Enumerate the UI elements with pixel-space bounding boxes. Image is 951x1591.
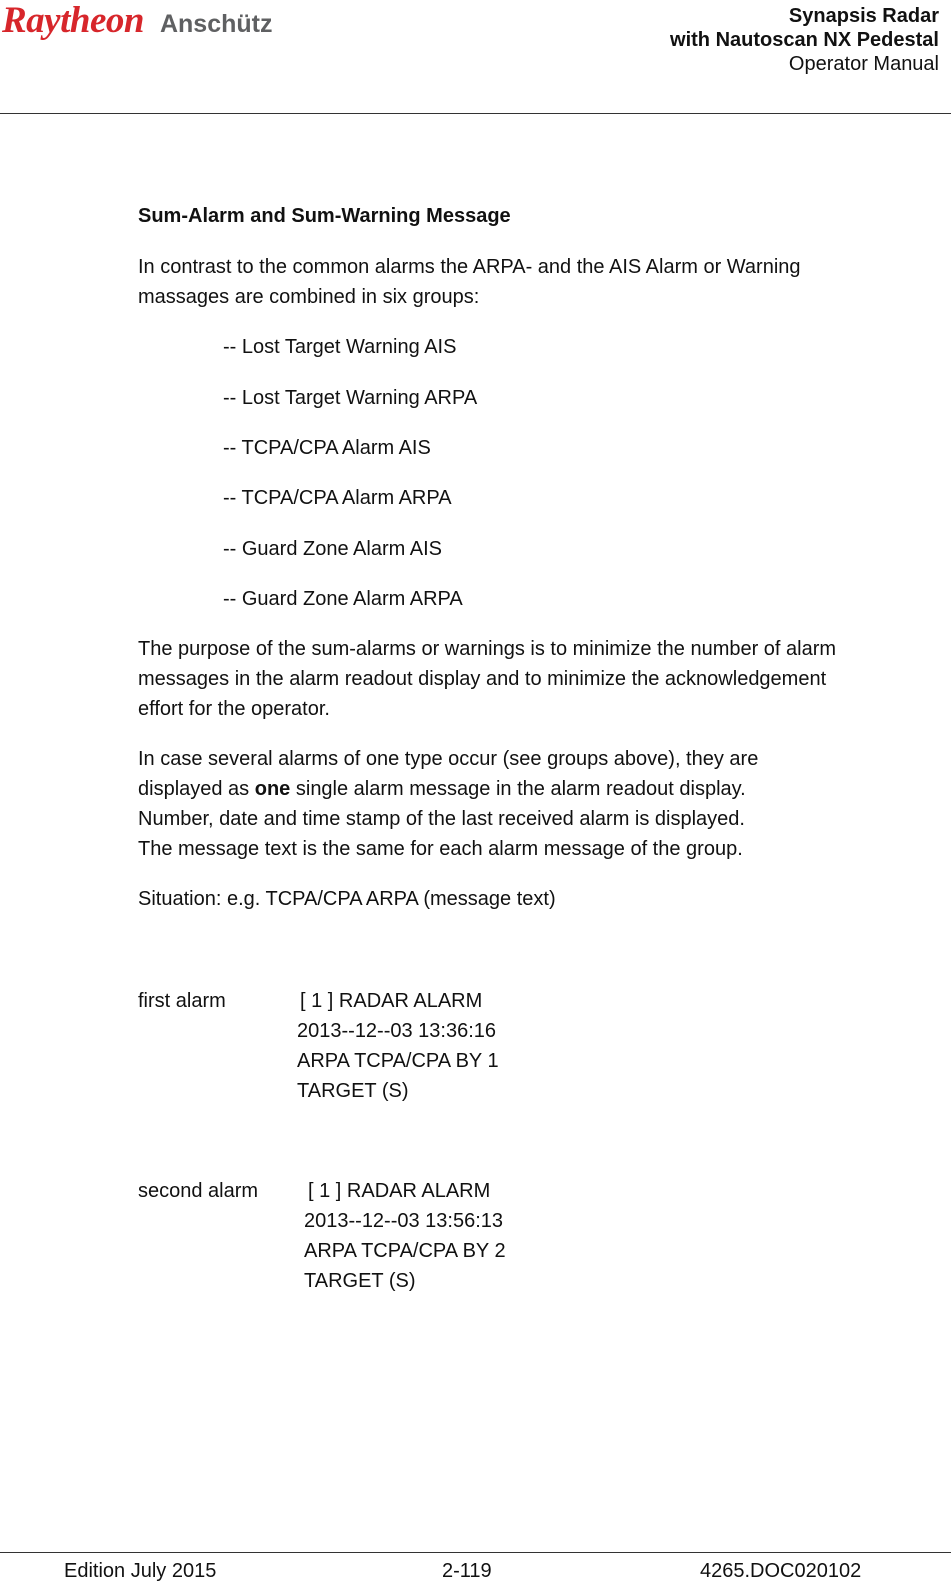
group-item: -- Lost Target Warning AIS	[223, 336, 457, 358]
case-line-1: In case several alarms of one type occur (see groups above), they are	[138, 748, 759, 770]
purpose-line-2: messages in the alarm readout display and to minimize the acknowledgement	[138, 668, 827, 690]
alarm-label: second alarm	[138, 1180, 259, 1202]
case-line-3: Number, date and time stamp of the last received alarm is displayed.	[138, 808, 745, 830]
header-title-1: Synapsis Radar	[788, 5, 939, 27]
alarm-line: ARPA TCPA/CPA BY 2	[304, 1240, 506, 1262]
group-item: -- Lost Target Warning ARPA	[223, 387, 478, 409]
alarm-label: first alarm	[138, 990, 226, 1012]
footer-edition: Edition July 2015	[64, 1560, 217, 1582]
company-logo	[2, 2, 272, 39]
footer-doc-number: 4265.DOC020102	[700, 1560, 862, 1582]
intro-line-2: massages are combined in six groups:	[138, 286, 480, 308]
purpose-line-1: The purpose of the sum-alarms or warnings is to minimize the number of alarm	[138, 638, 837, 660]
logo-anschuetz: Anschütz	[159, 10, 273, 38]
header-title-2: with Nautoscan NX Pedestal	[670, 29, 939, 51]
alarm-line: [ 1 ] RADAR ALARM	[300, 990, 483, 1012]
document-header	[670, 4, 939, 76]
footer-page-number: 2-119	[442, 1560, 492, 1582]
purpose-line-3: effort for the operator.	[138, 698, 330, 720]
section-heading: Sum-Alarm and Sum-Warning Message	[138, 205, 511, 227]
footer-divider	[0, 1552, 951, 1553]
header-title-3: Operator Manual	[788, 53, 939, 75]
case-line-2-pre: displayed as	[138, 778, 255, 800]
case-line-2	[138, 774, 746, 804]
group-item: -- Guard Zone Alarm AIS	[223, 538, 442, 560]
alarm-line: 2013--12--03 13:56:13	[304, 1210, 504, 1232]
case-line-2-bold: one	[254, 778, 291, 800]
group-item: -- TCPA/CPA Alarm ARPA	[223, 487, 452, 509]
alarm-line: [ 1 ] RADAR ALARM	[308, 1180, 491, 1202]
situation-line: Situation: e.g. TCPA/CPA ARPA (message text)	[138, 888, 556, 910]
logo-raytheon: Raytheon	[2, 0, 144, 41]
header-divider	[0, 113, 951, 114]
alarm-line: TARGET (S)	[297, 1080, 409, 1102]
group-item: -- TCPA/CPA Alarm AIS	[223, 437, 431, 459]
alarm-line: ARPA TCPA/CPA BY 1	[297, 1050, 499, 1072]
alarm-line: 2013--12--03 13:36:16	[297, 1020, 497, 1042]
case-line-2-post: single alarm message in the alarm readout display.	[290, 778, 746, 800]
case-line-4: The message text is the same for each alarm message of the group.	[138, 838, 743, 860]
group-item: -- Guard Zone Alarm ARPA	[223, 588, 463, 610]
alarm-line: TARGET (S)	[304, 1270, 416, 1292]
intro-line-1: In contrast to the common alarms the ARPA- and the AIS Alarm or Warning	[138, 256, 801, 278]
